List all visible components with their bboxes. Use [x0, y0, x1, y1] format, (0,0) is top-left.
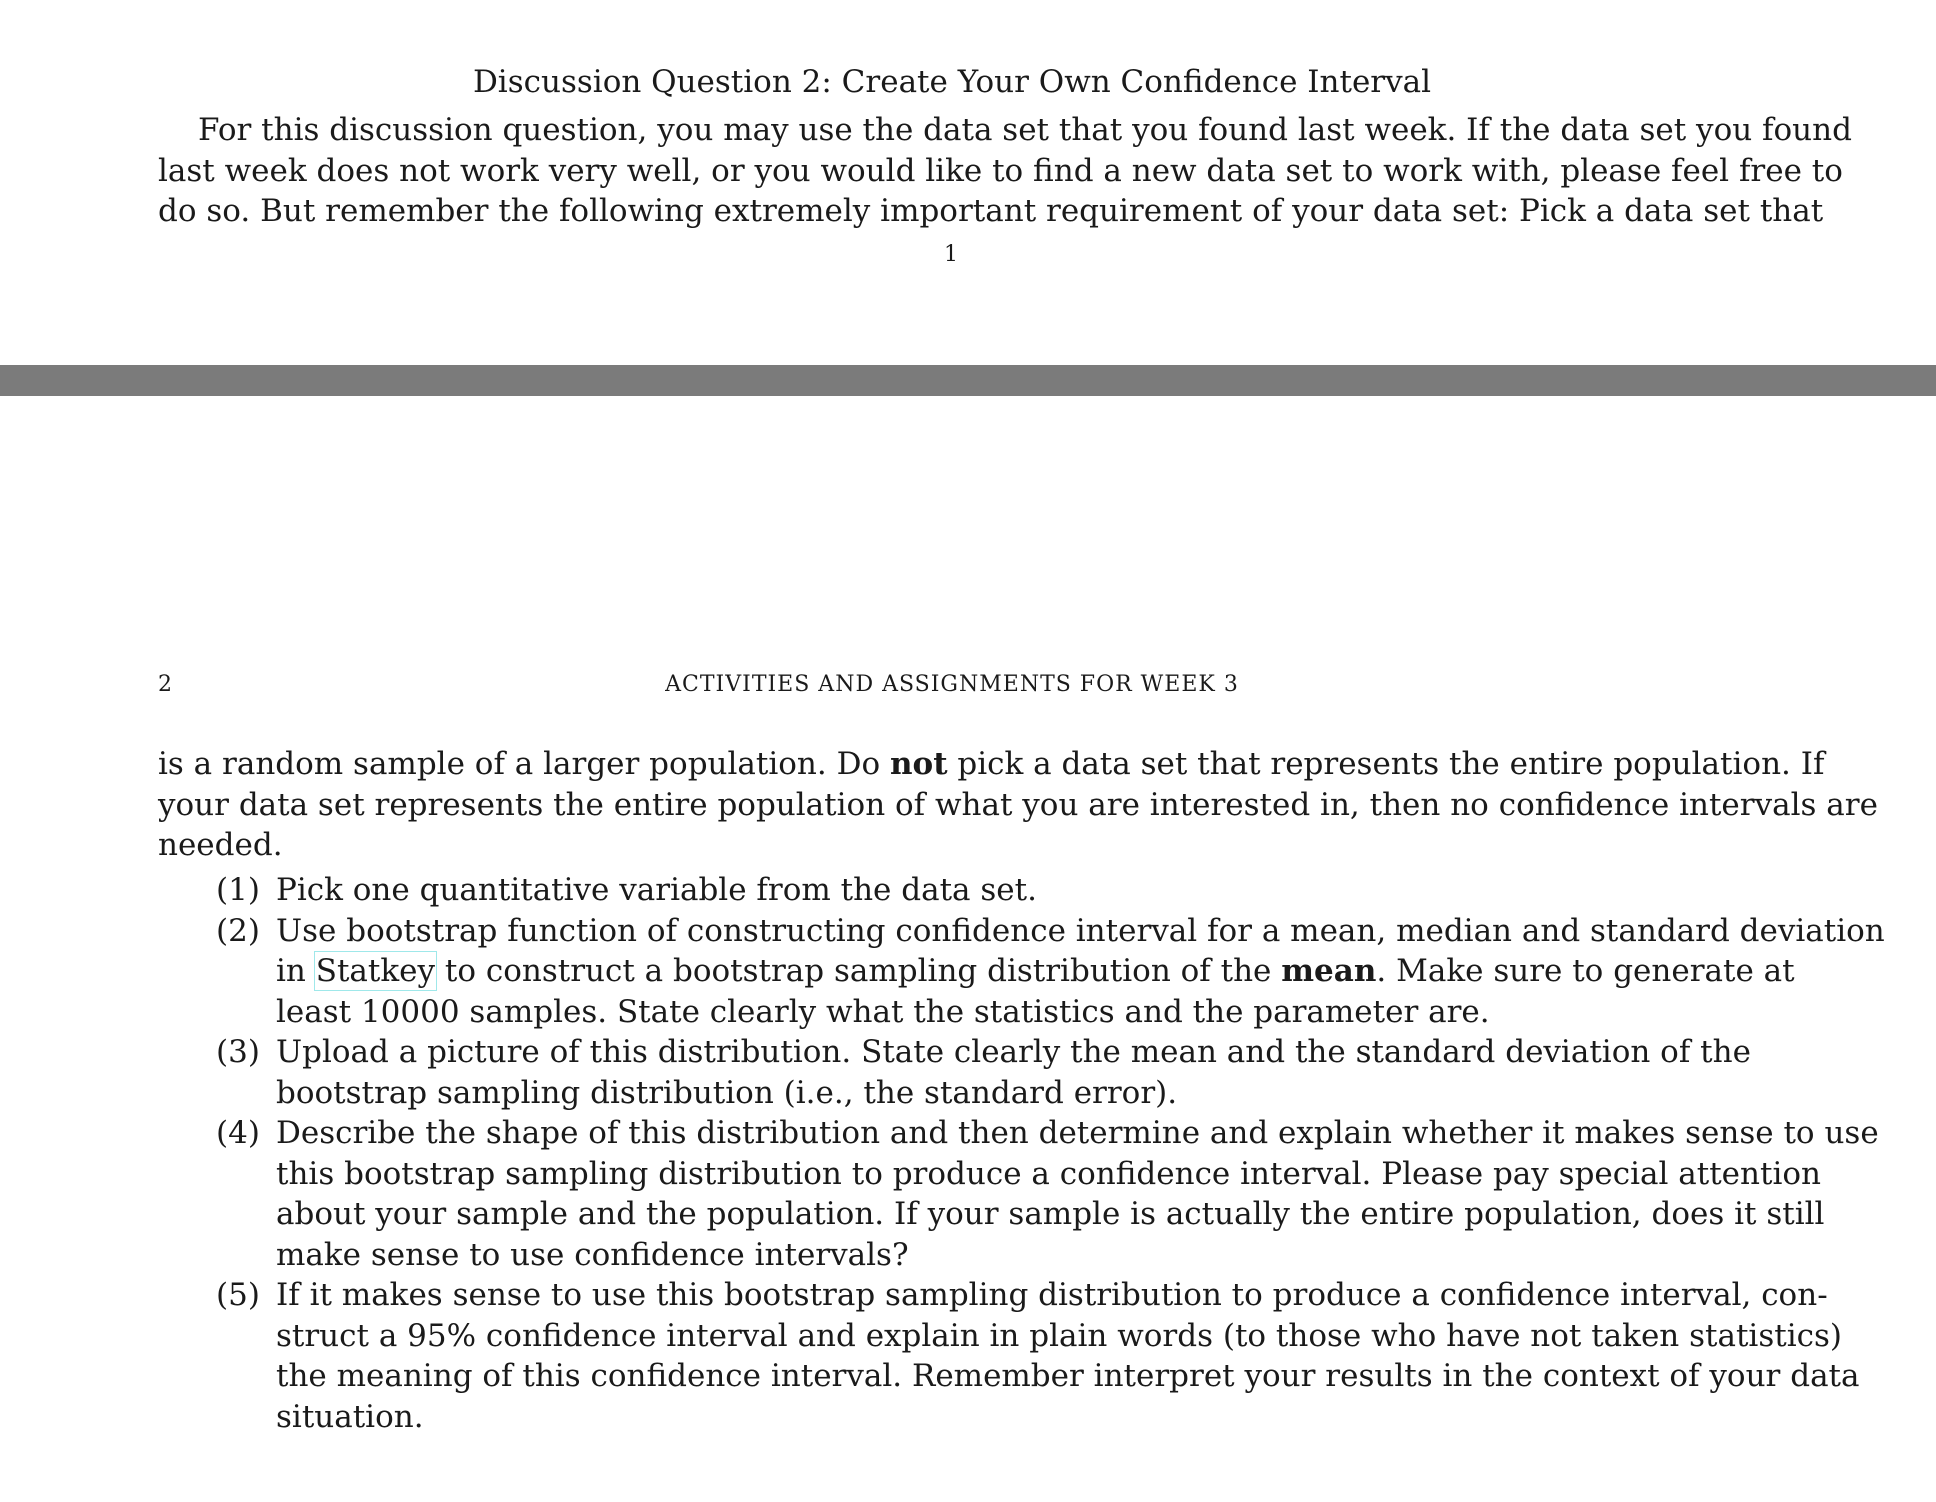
question-list [158, 870, 1885, 1437]
running-head: ACTIVITIES AND ASSIGNMENTS FOR WEEK 3 [665, 672, 1239, 697]
list-item [158, 1032, 1751, 1113]
paragraph-line: is a random sample of a larger population. Do not pick a data set that represents the entire population. If [158, 746, 1825, 782]
item-line: Upload a picture of this distribution. State clearly the mean and the standard deviation of the [276, 1034, 1751, 1070]
paragraph-line: your data set represents the entire population of what you are interested in, then no confidence intervals are [158, 786, 1878, 823]
statkey-link[interactable]: Statkey [315, 953, 436, 989]
item-line: If it makes sense to use this bootstrap sampling distribution to produce a confidence interval, con- [276, 1277, 1828, 1313]
page-number: 1 [944, 242, 958, 267]
item-line: least 10000 samples. State clearly what the statistics and the parameter are. [276, 993, 1490, 1030]
item-line: Use bootstrap function of constructing confidence interval for a mean, median and standard deviation [276, 912, 1885, 949]
paragraph-line: do so. But remember the following extremely important requirement of your data set: Pick a data set that [158, 193, 1824, 229]
list-item [158, 1113, 1879, 1275]
item-number: (5) [216, 1277, 260, 1313]
item-line: Pick one quantitative variable from the data set. [276, 872, 1037, 908]
item-line: struct a 95% confidence interval and explain in plain words (to those who have not taken statistics) [276, 1317, 1842, 1354]
item-line: the meaning of this confidence interval. Remember interpret your results in the context of your data [276, 1358, 1860, 1394]
item-number: (3) [216, 1034, 260, 1070]
continued-paragraph [158, 744, 1878, 866]
list-item [158, 870, 1746, 911]
intro-paragraph [158, 110, 1852, 232]
list-item [158, 911, 1885, 1033]
item-line: this bootstrap sampling distribution to produce a confidence interval. Please pay special attention [276, 1155, 1821, 1192]
page-separator [0, 365, 1936, 396]
page-number: 2 [158, 672, 172, 697]
item-number: (1) [216, 872, 260, 908]
page-title: Discussion Question 2: Create Your Own Confidence Interval [472, 64, 1432, 100]
item-line: bootstrap sampling distribution (i.e., the standard error). [276, 1074, 1178, 1111]
item-number: (2) [216, 912, 260, 949]
paragraph-line: needed. [158, 827, 283, 863]
item-number: (4) [216, 1115, 260, 1151]
paragraph-line: last week does not work very well, or you would like to find a new data set to work with, please feel free to [158, 152, 1843, 189]
paragraph-line: For this discussion question, you may use the data set that you found last week. If the data set you found [198, 112, 1852, 148]
emphasis-not: not [889, 746, 948, 782]
list-item [158, 1275, 1860, 1437]
item-line: about your sample and the population. If your sample is actually the entire population, does it still [276, 1196, 1825, 1232]
item-line: Describe the shape of this distribution and then determine and explain whether it makes sense to use [276, 1115, 1879, 1151]
item-line: in Statkey to construct a bootstrap sampling distribution of the mean. Make sure to generate at [276, 953, 1795, 989]
emphasis-mean: mean [1281, 953, 1377, 989]
item-line: situation. [276, 1398, 424, 1435]
item-line: make sense to use confidence intervals? [276, 1236, 909, 1273]
